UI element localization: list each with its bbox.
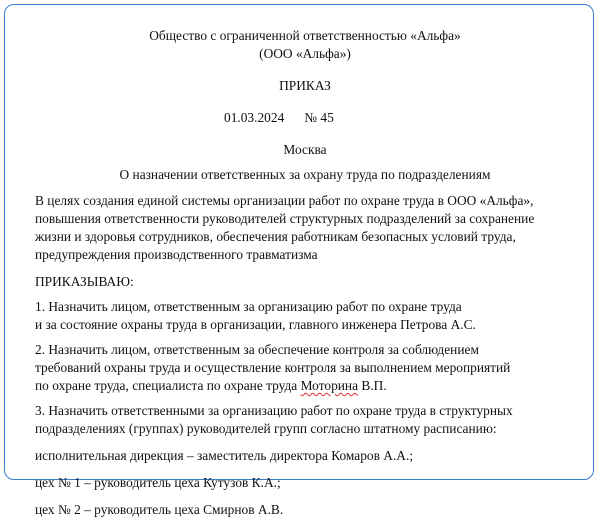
order-number: № 45 — [304, 110, 334, 125]
assignment-workshop-2: цех № 2 – руководитель цеха Смирнов А.В. — [35, 502, 284, 517]
order-word: ПРИКАЗЫВАЮ: — [35, 274, 134, 289]
item-2-last-prefix: по охране труда, специалиста по охране труда — [35, 378, 301, 393]
intro-line: жизни и здоровья сотрудников, обеспечения работникам безопасных условий труда, — [35, 229, 516, 244]
item-2-line-last — [35, 377, 575, 395]
item-1-line: и за состояние охраны труда в организации, главного инженера Петрова А.С. — [35, 317, 476, 332]
intro-line: В целях создания единой системы организации работ по охране труда в ООО «Альфа», — [35, 193, 534, 208]
order-subject: О назначении ответственных за охрану труда по подразделениям — [119, 167, 491, 182]
item-2-line: требований охраны труда и осуществление контроля за выполнением мероприятий — [35, 360, 511, 375]
item-2 — [35, 341, 575, 395]
intro-paragraph — [35, 192, 575, 264]
document-body — [35, 27, 575, 519]
date-number-row — [35, 109, 575, 127]
order-date: 01.03.2024 — [224, 110, 285, 125]
intro-line: повышения ответственности руководителей структурных подразделений за сохранение — [35, 211, 535, 226]
item-3-line: подразделениях (группах) руководителей групп согласно штатному расписанию: — [35, 421, 497, 436]
document-frame — [4, 4, 594, 517]
document-type-title: ПРИКАЗ — [279, 78, 331, 93]
misspelled-name: Моторина — [300, 378, 359, 393]
intro-line: предупреждения производственного травматизма — [35, 247, 318, 262]
item-1-line: 1. Назначить лицом, ответственным за организацию работ по охране труда — [35, 299, 462, 314]
item-3-line: 3. Назначить ответственными за организацию работ по охране труда в структурных — [35, 403, 513, 418]
item-3 — [35, 402, 575, 438]
item-2-line: 2. Назначить лицом, ответственным за обеспечение контроля за соблюдением — [35, 342, 479, 357]
item-1 — [35, 298, 575, 334]
assignment-workshop-1: цех № 1 – руководитель цеха Кутузов К.А.; — [35, 475, 281, 490]
organization-short-name: (ООО «Альфа») — [259, 46, 351, 61]
city: Москва — [283, 142, 327, 157]
organization-name: Общество с ограниченной ответственностью «Альфа» — [149, 28, 461, 43]
item-2-last-suffix: В.П. — [358, 378, 387, 393]
assignment-executive: исполнительная дирекция – заместитель директора Комаров А.А.; — [35, 448, 414, 463]
